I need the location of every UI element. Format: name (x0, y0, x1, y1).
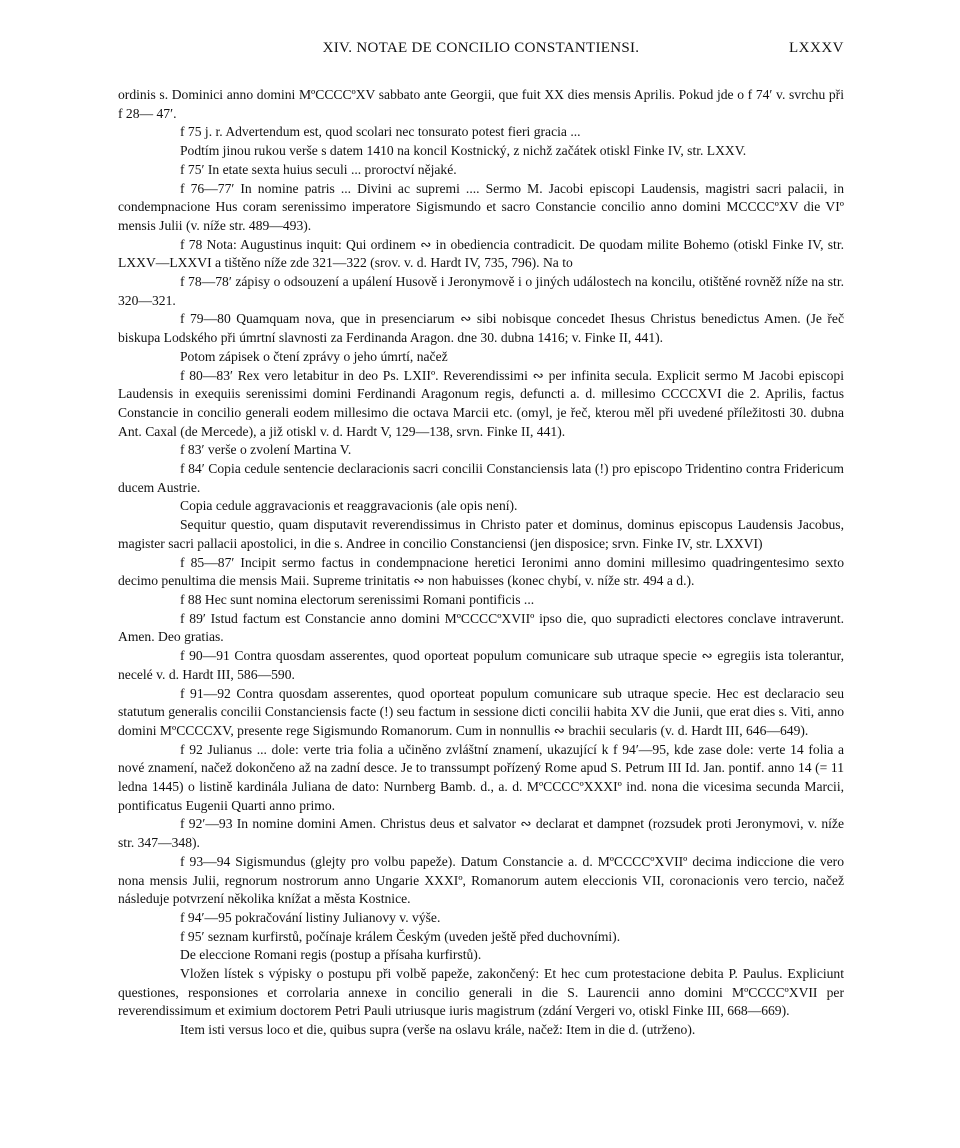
body-paragraph: f 79—80 Quamquam nova, que in presenciarum ∾ sibi nobisque concedet Ihesus Christus benedictus Amen. (Je řeč biskupa Lodského při úmrtní slavnosti za Ferdinanda Aragon. dne 30. dubna 1416; v. Finke II, 441). (118, 311, 844, 346)
body-paragraph: f 75 j. r. Advertendum est, quod scolari nec tonsurato potest fieri gracia ... (180, 124, 581, 140)
body-paragraph: f 78—78′ zápisy o odsouzení a upálení Husově i Jeronymově i o jiných událostech na koncilu, otištěné rovněž níže na str. 320—321. (118, 274, 844, 308)
body-paragraph: f 94′—95 pokračování listiny Julianovy v. výše. (180, 909, 441, 925)
body-paragraph: Copia cedule aggravacionis et reaggravacionis (ale opis není). (180, 498, 518, 514)
body-paragraph: f 95′ seznam kurfirstů, počínaje králem Českým (uveden ještě před duchovními). (180, 928, 621, 944)
body-paragraph: f 80—83′ Rex vero letabitur in deo Ps. LXIIº. Reverendissimi ∾ per infinita secula. Explicit sermo M Jacobi episcopi Laudensis in exequiis serenissimi domini Ferdinandi Aragonum regis, defuncti a. d. millesimo CCCCXVI die 2. Aprilis, factus Constancie in concilio generali eodem millesimo die octava Marcii etc. (omyl, je řeč, kterou měl při uvedené příležitosti 30. dubna Ant. Caxal (de Mercede), a již otiskl v. d. Hardt V, 129—138, srvn. Finke II, 441). (118, 367, 844, 439)
body-paragraph: f 75′ In etate sexta huius seculi ... proroctví nějaké. (180, 161, 457, 177)
body-paragraph: ordinis s. Dominici anno domini MºCCCCºXV sabbato ante Georgii, que fuit XX dies mensis Aprilis. Pokud jde o f 74′ v. svrchu při f 28— 47′. (118, 87, 844, 121)
body-paragraph: Item isti versus loco et die, quibus supra (verše na oslavu krále, načež: Item in die d. (utrženo). (180, 1022, 696, 1038)
body-paragraph: f 83′ verše o zvolení Martina V. (180, 442, 352, 458)
body-paragraph: De eleccione Romani regis (postup a přísaha kurfirstů). (180, 947, 482, 963)
running-header (118, 40, 844, 64)
body-paragraph: f 85—87′ Incipit sermo factus in condempnacione heretici Ieronimi anno domini millesimo quadringentesimo sexto decimo penultima die mensis Maii. Supreme trinitatis ∾ non habuisses (konec chybí, v. níže str. 494 a d.). (118, 554, 844, 589)
body-paragraph: f 76—77′ In nomine patris ... Divini ac supremi .... Sermo M. Jacobi episcopi Laudensis, magistri sacri palacii, in condempnacione Hus coram serenissimo imperatore Sigismundo et sacro Constancie concilio anno domini MCCCCºXV die VIº mensis Julii (v. níže str. 489—493). (118, 180, 844, 233)
body-paragraph: Vložen lístek s výpisky o postupu při volbě papeže, zakončený: Et hec cum protestacione debita P. Paulus. Expliciunt questiones, responsiones et corrolaria annexe in concilio generali in die S. Laurencii anno domini MºCCCCºXVII per reverendissimum et eximium doctorem Petri Pauli utriusque iuris magistrum (zdání Vergeri vo, otiskl Finke III, 668—669). (118, 966, 844, 1019)
page-number: LXXXV (789, 40, 844, 56)
body-paragraph: f 91—92 Contra quosdam asserentes, quod oporteat populum comunicare sub utraque specie. Hec est declaracio seu statutum generalis concilii Constanciensis facte (!) seu factum in sessione dicti concilii habita XV die Junii, que erat dies s. Viti, anno domini MºCCCCXV, presente rege Sigismundo Romanorum. Cum in nonnullis ∾ brachii secularis (v. d. Hardt III, 646—649). (118, 685, 844, 738)
running-title: XIV. NOTAE DE CONCILIO CONSTANTIENSI. (322, 40, 640, 56)
body-paragraph: f 93—94 Sigismundus (glejty pro volbu papeže). Datum Constancie a. d. MºCCCCºXVIIº decima indiccione die vero nona mensis Julii, regnorum nostrorum anno Ungarie XXXIº, Romanorum autem eleccionis VII, coronacionis vero tercio, načež následuje potvrzení několika knížat a města Kostnice. (118, 853, 844, 907)
body-paragraph: f 92 Julianus ... dole: verte tria folia a učiněno zvláštní znamení, ukazující k f 94′—95, kde zase dole: verte 14 folia a nové znamení, načež dokončeno až na zadní desce. Je to transsumpt pořízený Rome apud S. Petrum III Id. Jan. pontif. anno 14 (= 11 ledna 1445) o listině kardinála Juliana de dato: Nurnberg Bamb. d., a. d. MºCCCCºXXXIº ind. nona die vicesima secunda Marcii, pontificatus Eugenii Quarti anno primo. (118, 741, 844, 813)
body-paragraph: f 88 Hec sunt nomina electorum serenissimi Romani pontificis ... (180, 591, 535, 607)
body-paragraph: f 90—91 Contra quosdam asserentes, quod oporteat populum comunicare sub utraque specie ∾ egregiis ista tolerantur, necelé v. d. Hardt III, 586—590. (118, 648, 844, 682)
body-paragraph: f 78 Nota: Augustinus inquit: Qui ordinem ∾ in obediencia contradicit. De quodam milite Bohemo (otiskl Finke IV, str. LXXV—LXXVI a tištěno níže zde 321—322 (srov. v. d. Hardt IV, 735, 796). Na to (118, 236, 844, 271)
body-paragraph: f 92′—93 In nomine domini Amen. Christus deus et salvator ∾ declarat et dampnet (rozsudek proti Jeronymovi, v. níže str. 347—348). (118, 816, 844, 851)
body-paragraph: Potom zápisek o čtení zprávy o jeho úmrtí, načež (180, 348, 448, 364)
body-paragraph: f 89′ Istud factum est Constancie anno domini MºCCCCºXVIIº ipso die, quo supradicti electores conclave intraverunt. Amen. Deo gratias. (118, 610, 844, 645)
body-paragraph: Podtím jinou rukou verše s datem 1410 na koncil Kostnický, z nichž začátek otiskl Finke IV, str. LXXV. (180, 143, 747, 159)
body-paragraph: f 84′ Copia cedule sentencie declaracionis sacri concilii Constanciensis lata (!) pro episcopo Tridentino contra Fridericum ducem Austrie. (118, 461, 844, 495)
page-body (118, 86, 844, 1040)
body-paragraph: Sequitur questio, quam disputavit reverendissimus in Christo pater et dominus, dominus episcopus Laudensis Jacobus, magister sacri pallacii apostolici, in die s. Andree in concilio Constanciensi (jen disposice; srvn. Finke IV, str. LXXVI) (118, 517, 844, 551)
